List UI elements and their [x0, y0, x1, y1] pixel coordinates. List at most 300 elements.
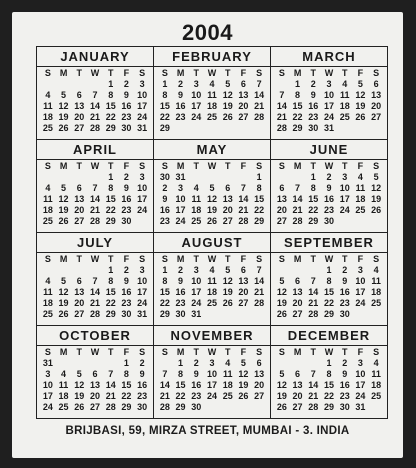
day-cell: 7: [295, 183, 301, 193]
day-cell: 22: [323, 298, 334, 308]
day-cell: 16: [323, 194, 334, 204]
day-cell: 7: [92, 90, 98, 100]
day-cell: 5: [373, 172, 379, 182]
day-cell: 4: [209, 265, 215, 275]
day-cell: 25: [339, 112, 350, 122]
day-cell: 12: [355, 90, 366, 100]
day-cell: 11: [371, 276, 381, 286]
day-cell: 26: [222, 298, 233, 308]
weekday-label: M: [59, 68, 68, 78]
day-cell: 6: [256, 358, 262, 368]
day-cell: 4: [357, 172, 363, 182]
day-cell: 12: [206, 194, 217, 204]
day-cell: 5: [240, 358, 246, 368]
day-cell: 15: [323, 380, 334, 390]
day-cell: [368, 309, 384, 320]
weekday-label: W: [207, 347, 217, 357]
weekday-label: S: [256, 68, 263, 78]
day-cell: 4: [225, 358, 231, 368]
day-cell: 17: [137, 194, 148, 204]
month-may: [154, 140, 271, 233]
day-cell: 13: [371, 90, 382, 100]
day-cell: 12: [276, 287, 287, 297]
day-cell: 24: [323, 112, 334, 122]
day-cell: [71, 358, 87, 369]
day-cell: 27: [292, 309, 303, 319]
weekday-label: F: [240, 161, 247, 171]
day-grid: [271, 253, 387, 320]
weekday-label: M: [59, 254, 68, 264]
day-cell: 6: [240, 265, 246, 275]
day-cell: 4: [193, 183, 199, 193]
weekday-label: W: [207, 254, 217, 264]
day-cell: 22: [105, 298, 116, 308]
day-cell: 10: [191, 276, 202, 286]
weekday-label: T: [224, 68, 231, 78]
day-cell: 15: [323, 287, 334, 297]
day-cell: 18: [42, 112, 53, 122]
day-cell: 8: [123, 369, 129, 379]
day-cell: 21: [89, 112, 100, 122]
day-cell: 1: [108, 172, 114, 182]
weekday-label: S: [161, 161, 168, 171]
day-cell: 13: [292, 380, 303, 390]
day-cell: 5: [357, 79, 363, 89]
day-cell: [56, 358, 72, 369]
month-name: AUGUST: [154, 233, 270, 253]
calendar-card: [12, 12, 403, 458]
day-cell: 22: [292, 112, 303, 122]
day-cell: 16: [308, 101, 319, 111]
day-cell: 8: [162, 90, 168, 100]
day-cell: 13: [89, 380, 100, 390]
weekday-label: M: [293, 68, 302, 78]
day-cell: 12: [222, 276, 233, 286]
day-cell: 8: [326, 276, 332, 286]
day-cell: 21: [254, 287, 265, 297]
day-grid: [271, 346, 387, 413]
day-cell: [251, 309, 267, 320]
day-cell: 2: [123, 79, 129, 89]
day-cell: 1: [256, 172, 262, 182]
day-cell: 17: [206, 380, 217, 390]
day-cell: 13: [276, 194, 287, 204]
day-cell: 27: [276, 216, 287, 226]
day-cell: 14: [89, 194, 100, 204]
day-cell: [87, 358, 103, 369]
day-cell: 8: [108, 276, 114, 286]
day-cell: 21: [238, 205, 249, 215]
day-cell: 16: [339, 287, 350, 297]
day-cell: 9: [123, 276, 129, 286]
day-cell: 18: [206, 101, 217, 111]
day-cell: 29: [105, 309, 116, 319]
day-cell: 17: [339, 194, 350, 204]
weekday-label: T: [76, 254, 83, 264]
day-cell: 28: [89, 216, 100, 226]
day-cell: [40, 265, 56, 276]
weekday-label: T: [341, 68, 348, 78]
weekday-label: T: [310, 254, 317, 264]
day-cell: 18: [339, 101, 350, 111]
weekday-label: T: [76, 161, 83, 171]
day-cell: [204, 402, 220, 413]
day-grid: [271, 160, 387, 227]
day-cell: 6: [240, 79, 246, 89]
day-cell: 16: [339, 380, 350, 390]
weekday-label: T: [107, 68, 114, 78]
day-cell: 9: [139, 369, 145, 379]
weekday-label: M: [293, 161, 302, 171]
day-cell: 30: [308, 123, 319, 133]
day-cell: [353, 216, 369, 227]
day-cell: 11: [58, 380, 69, 390]
month-july: [37, 233, 154, 326]
day-cell: 30: [159, 172, 170, 182]
weekday-label: T: [107, 161, 114, 171]
month-august: [154, 233, 271, 326]
day-grid: [37, 160, 153, 227]
day-cell: 20: [276, 205, 287, 215]
day-cell: 2: [342, 358, 348, 368]
day-cell: 1: [310, 172, 316, 182]
day-cell: [71, 172, 87, 183]
year-title: 2004: [182, 20, 233, 45]
day-cell: 2: [178, 79, 184, 89]
day-cell: 25: [42, 216, 53, 226]
day-cell: 14: [276, 101, 287, 111]
day-cell: 24: [191, 112, 202, 122]
weekday-label: S: [256, 161, 263, 171]
day-cell: 12: [276, 380, 287, 390]
day-cell: 12: [371, 183, 382, 193]
day-cell: 28: [105, 402, 116, 412]
day-cell: 24: [355, 391, 366, 401]
day-cell: 29: [308, 216, 319, 226]
day-cell: 6: [76, 183, 82, 193]
weekday-label: M: [176, 161, 185, 171]
day-cell: 20: [254, 380, 265, 390]
day-cell: 25: [206, 298, 217, 308]
day-cell: 22: [323, 391, 334, 401]
month-grid: [36, 46, 388, 419]
day-cell: 25: [42, 309, 53, 319]
day-cell: 17: [191, 287, 202, 297]
day-cell: 22: [105, 112, 116, 122]
weekday-label: T: [76, 347, 83, 357]
day-grid: [37, 346, 153, 413]
day-cell: 8: [295, 90, 301, 100]
day-cell: 10: [137, 276, 148, 286]
day-cell: 2: [342, 265, 348, 275]
day-cell: 31: [355, 402, 366, 412]
day-cell: 17: [42, 391, 53, 401]
weekday-label: M: [293, 254, 302, 264]
month-april: [37, 140, 154, 233]
day-cell: 6: [295, 369, 301, 379]
day-cell: 18: [355, 194, 366, 204]
day-cell: 23: [121, 112, 132, 122]
month-name: APRIL: [37, 140, 153, 160]
day-cell: 27: [222, 216, 233, 226]
weekday-label: F: [240, 68, 247, 78]
day-cell: [337, 216, 353, 227]
day-cell: [251, 402, 267, 413]
day-cell: 9: [326, 183, 332, 193]
day-cell: 29: [159, 309, 170, 319]
day-cell: 9: [178, 276, 184, 286]
month-december: [271, 326, 388, 419]
day-cell: 16: [137, 380, 148, 390]
day-cell: 5: [61, 183, 67, 193]
day-cell: 21: [308, 391, 319, 401]
day-cell: 1: [123, 358, 129, 368]
month-name: JULY: [37, 233, 153, 253]
day-cell: 9: [123, 183, 129, 193]
day-cell: 7: [108, 369, 114, 379]
day-cell: 3: [139, 172, 145, 182]
day-cell: 12: [58, 101, 69, 111]
day-cell: 29: [323, 402, 334, 412]
day-cell: 15: [308, 194, 319, 204]
day-cell: 27: [74, 216, 85, 226]
day-cell: [204, 309, 220, 320]
weekday-label: S: [373, 68, 380, 78]
day-cell: 4: [45, 276, 51, 286]
day-cell: 7: [162, 369, 168, 379]
month-march: [271, 47, 388, 140]
month-name: MARCH: [271, 47, 387, 67]
day-cell: 16: [175, 287, 186, 297]
day-cell: 11: [43, 287, 53, 297]
day-cell: 13: [292, 287, 303, 297]
weekday-label: M: [176, 347, 185, 357]
weekday-label: S: [44, 68, 51, 78]
weekday-label: W: [90, 254, 100, 264]
day-cell: [274, 358, 290, 369]
day-cell: 28: [159, 402, 170, 412]
day-cell: 27: [254, 391, 265, 401]
day-cell: 15: [105, 101, 116, 111]
day-cell: 5: [225, 265, 231, 275]
month-february: [154, 47, 271, 140]
weekday-label: W: [207, 68, 217, 78]
weekday-label: S: [373, 347, 380, 357]
day-cell: 21: [159, 391, 170, 401]
day-cell: 29: [105, 216, 116, 226]
day-cell: 8: [326, 369, 332, 379]
day-cell: 4: [373, 358, 379, 368]
day-cell: 26: [58, 123, 69, 133]
day-cell: 22: [105, 205, 116, 215]
day-cell: 29: [159, 123, 170, 133]
day-cell: 25: [371, 391, 382, 401]
day-cell: [251, 123, 267, 134]
day-cell: 2: [123, 172, 129, 182]
day-cell: 19: [222, 287, 233, 297]
day-cell: 28: [238, 216, 249, 226]
day-cell: [290, 265, 306, 276]
day-cell: 5: [279, 369, 285, 379]
weekday-label: S: [278, 347, 285, 357]
day-cell: 3: [357, 358, 363, 368]
weekday-label: S: [256, 347, 263, 357]
day-cell: [173, 123, 189, 134]
day-cell: 19: [238, 380, 249, 390]
day-cell: 9: [123, 90, 129, 100]
day-cell: 5: [61, 276, 67, 286]
day-cell: 13: [74, 194, 85, 204]
weekday-label: S: [139, 347, 146, 357]
day-cell: 23: [323, 205, 334, 215]
day-cell: 11: [43, 101, 53, 111]
day-grid: [154, 160, 270, 227]
day-cell: [220, 172, 236, 183]
weekday-label: T: [310, 161, 317, 171]
day-cell: 4: [342, 79, 348, 89]
day-cell: 20: [238, 287, 249, 297]
day-cell: 27: [74, 123, 85, 133]
day-cell: 9: [193, 369, 199, 379]
weekday-label: T: [224, 347, 231, 357]
day-cell: 25: [222, 391, 233, 401]
weekday-label: S: [44, 161, 51, 171]
day-cell: 26: [74, 402, 85, 412]
day-cell: [220, 309, 236, 320]
day-cell: 10: [191, 90, 202, 100]
day-cell: 16: [175, 101, 186, 111]
day-cell: 28: [276, 123, 287, 133]
day-cell: [368, 216, 384, 227]
day-cell: 18: [42, 205, 53, 215]
day-cell: 4: [45, 90, 51, 100]
day-cell: 1: [108, 79, 114, 89]
weekday-label: W: [324, 161, 334, 171]
month-name: OCTOBER: [37, 326, 153, 346]
day-cell: 14: [292, 194, 303, 204]
day-grid: [271, 67, 387, 134]
day-cell: 7: [92, 183, 98, 193]
day-cell: 14: [308, 380, 319, 390]
day-cell: 13: [254, 369, 265, 379]
day-cell: 21: [89, 298, 100, 308]
day-cell: 10: [355, 369, 366, 379]
day-cell: 13: [74, 101, 85, 111]
day-cell: [368, 402, 384, 413]
day-cell: [204, 123, 220, 134]
day-cell: 14: [254, 90, 265, 100]
day-cell: 27: [292, 402, 303, 412]
weekday-label: S: [44, 254, 51, 264]
day-cell: 19: [58, 112, 69, 122]
day-cell: [220, 123, 236, 134]
day-cell: [236, 309, 252, 320]
day-cell: [305, 358, 321, 369]
month-january: [37, 47, 154, 140]
day-cell: [368, 123, 384, 134]
day-cell: 11: [191, 194, 202, 204]
day-cell: 12: [58, 194, 69, 204]
day-cell: [71, 79, 87, 90]
day-cell: 21: [89, 205, 100, 215]
day-cell: 1: [108, 265, 114, 275]
day-cell: 8: [108, 183, 114, 193]
weekday-label: S: [161, 254, 168, 264]
day-cell: 26: [276, 309, 287, 319]
day-cell: 30: [175, 309, 186, 319]
day-cell: 14: [105, 380, 116, 390]
day-cell: 2: [310, 79, 316, 89]
day-cell: 9: [162, 194, 168, 204]
day-cell: 18: [42, 298, 53, 308]
day-cell: [157, 358, 173, 369]
day-cell: 11: [371, 369, 381, 379]
day-cell: 9: [310, 90, 316, 100]
day-cell: 22: [159, 298, 170, 308]
month-october: [37, 326, 154, 419]
day-cell: 2: [139, 358, 145, 368]
day-cell: 1: [162, 265, 168, 275]
day-cell: 30: [339, 402, 350, 412]
day-cell: 7: [240, 183, 246, 193]
day-cell: 30: [339, 309, 350, 319]
day-cell: 19: [74, 391, 85, 401]
day-cell: 23: [308, 112, 319, 122]
day-cell: 20: [74, 205, 85, 215]
day-cell: [87, 79, 103, 90]
day-cell: 12: [238, 369, 249, 379]
day-cell: 8: [162, 276, 168, 286]
month-name: MAY: [154, 140, 270, 160]
day-cell: 3: [342, 172, 348, 182]
weekday-label: T: [341, 161, 348, 171]
day-cell: 19: [206, 205, 217, 215]
day-cell: 28: [89, 123, 100, 133]
weekday-label: F: [357, 161, 364, 171]
day-cell: 3: [357, 265, 363, 275]
day-cell: 15: [121, 380, 132, 390]
day-cell: [274, 172, 290, 183]
day-cell: [40, 172, 56, 183]
day-cell: [290, 172, 306, 183]
day-cell: 19: [276, 298, 287, 308]
weekday-label: F: [123, 254, 130, 264]
day-cell: 4: [209, 79, 215, 89]
day-cell: 11: [222, 369, 233, 379]
day-cell: [353, 123, 369, 134]
day-cell: 28: [254, 112, 265, 122]
day-cell: 24: [137, 298, 148, 308]
day-cell: 11: [355, 183, 366, 193]
day-cell: 4: [61, 369, 67, 379]
day-cell: 26: [276, 402, 287, 412]
day-cell: 31: [323, 123, 334, 133]
month-name: NOVEMBER: [154, 326, 270, 346]
weekday-label: W: [90, 161, 100, 171]
day-cell: [337, 123, 353, 134]
day-cell: 15: [159, 101, 170, 111]
day-cell: 13: [222, 194, 233, 204]
day-cell: 16: [121, 194, 132, 204]
day-cell: 18: [58, 391, 69, 401]
day-cell: 14: [254, 276, 265, 286]
day-cell: [56, 79, 72, 90]
day-cell: 1: [162, 79, 168, 89]
day-cell: [274, 265, 290, 276]
day-cell: 23: [175, 298, 186, 308]
day-cell: 21: [105, 391, 116, 401]
day-cell: 24: [137, 205, 148, 215]
